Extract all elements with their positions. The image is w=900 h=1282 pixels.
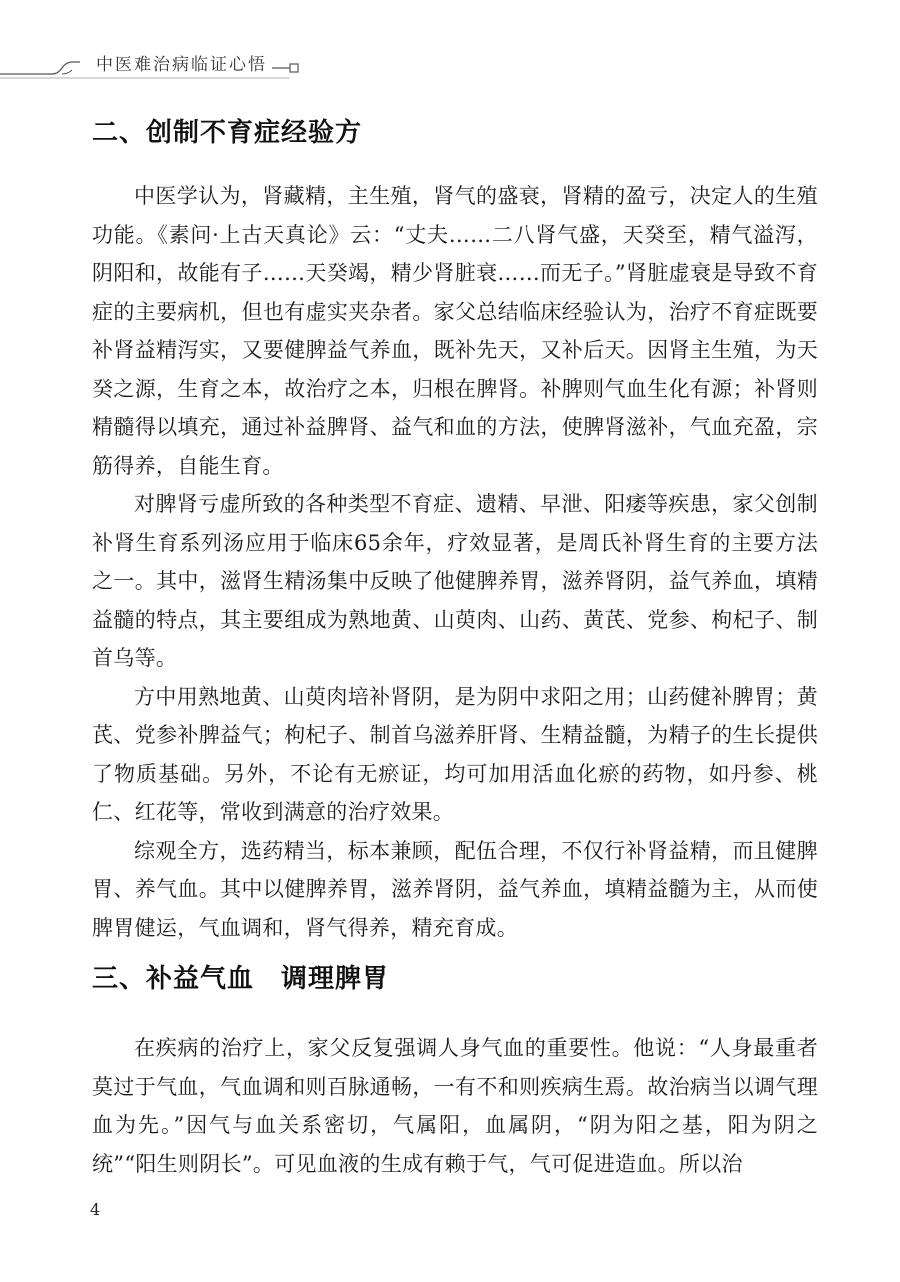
section-heading-infertility: 二、创制不育症经验方 [92,118,363,148]
section-body-infertility [92,177,818,947]
section-heading-qi-blood: 三、补益气血 调理脾胃 [92,964,390,994]
paragraph: 综观全方，选药精当，标本兼顾，配伍合理，不仅行补肾益精，而且健脾胃、养气血。其中以健脾养胃，滋养肾阴，益气养血，填精益髓为主，从而使脾胃健运，气血调和，肾气得养，精充育成。 [92,838,818,940]
page-number: 4 [90,1200,101,1219]
header-rule-ornament [0,0,900,90]
paragraph: 在疾病的治疗上，家父反复强调人身气血的重要性。他说：“人身最重者莫过于气血，气血调和则百脉通畅，一有不和则疾病生焉。故治病当以调气理血为先。”因气与血关系密切，气属阳，血属阴，“阴为阳之基，阳为阴之统”“阳生则阴长”。可见血液的生成有赖于气，气可促进造血。所以治 [92,1036,818,1176]
running-header [0,0,900,90]
paragraph: 中医学认为，肾藏精，主生殖，肾气的盛衰，肾精的盈亏，决定人的生殖功能。《素问·上古天真论》云：“丈夫……二八肾气盛，天癸至，精气溢泻，阴阳和，故能有子……天癸竭，精少肾脏衰……而无子。”肾脏虚衰是导致不育症的主要病机，但也有虚实夹杂者。家父总结临床经验认为，治疗不育症既要补肾益精泻实，又要健脾益气养血，既补先天，又补后天。因肾主生殖，为天癸之源，生育之本，故治疗之本，归根在脾肾。补脾则气血生化有源；补肾则精髓得以填充，通过补益脾肾、益气和血的方法，使脾肾滋补，气血充盈，宗筋得养，自能生育。 [92,184,818,478]
section-body-qi-blood [92,1029,818,1183]
book-title: 中医难治病临证心悟 [96,55,267,75]
paragraph: 对脾肾亏虚所致的各种类型不育症、遗精、早泄、阳痿等疾患，家父创制补肾生育系列汤应用于临床65余年，疗效显著，是周氏补肾生育的主要方法之一。其中，滋肾生精汤集中反映了他健脾养胃，滋养肾阴，益气养血，填精益髓的特点，其主要组成为熟地黄、山萸肉、山药、黄芪、党参、枸杞子、制首乌等。 [92,492,818,670]
paragraph: 方中用熟地黄、山萸肉培补肾阴，是为阴中求阳之用；山药健补脾胃；黄芪、党参补脾益气；枸杞子、制首乌滋养肝肾、生精益髓，为精子的生长提供了物质基础。另外，不论有无瘀证，均可加用活血化瘀的药物，如丹参、桃仁、红花等，常收到满意的治疗效果。 [92,684,818,824]
